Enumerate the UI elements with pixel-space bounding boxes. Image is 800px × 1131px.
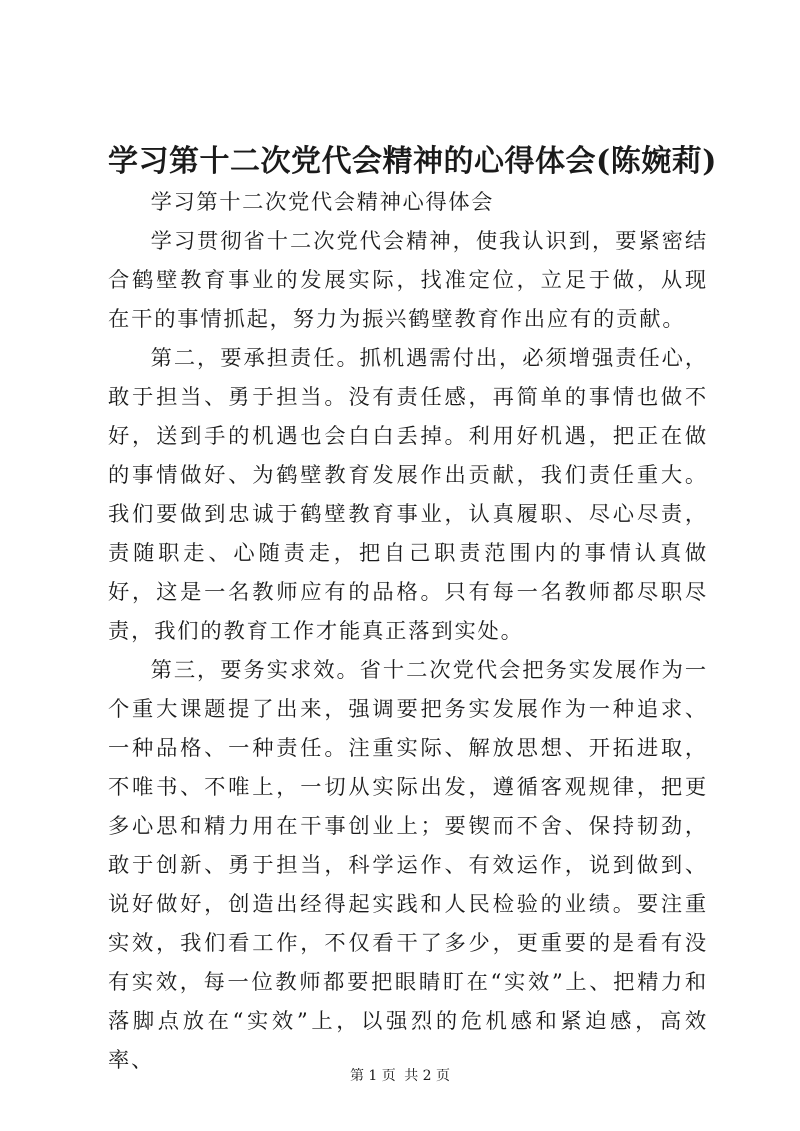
page-number: 第 1 页 (349, 1068, 396, 1084)
page-footer (0, 1066, 800, 1086)
document-subtitle: 学习第十二次党代会精神心得体会 (150, 190, 495, 215)
document-title: 学习第十二次党代会精神的心得体会(陈婉莉) (108, 144, 717, 179)
paragraph-second: 第二，要承担责任。抓机遇需付出，必须增强责任心，敢于担当、勇于担当。没有责任感，再简单的事情也做不好，送到手的机遇也会白白丢掉。利用好机遇，把正在做的事情做好、为鹤壁教育发展作出贡献，我们责任重大。我们要做到忠诚于鹤壁教育事业，认真履职、尽心尽责，责随职走、心随责走，把自己职责范围内的事情认真做好，这是一名教师应有的品格。只有每一名教师都尽职尽责，我们的教育工作才能真正落到实处。 (108, 346, 708, 644)
page-total: 共 2 页 (404, 1068, 451, 1084)
paragraph-third: 第三，要务实求效。省十二次党代会把务实发展作为一个重大课题提了出来，强调要把务实发展作为一种追求、一种品格、一种责任。注重实际、解放思想、开拓进取，不唯书、不唯上，一切从实际出发，遵循客观规律，把更多心思和精力用在干事创业上；要锲而不舍、保持韧劲，敢于创新、勇于担当，科学运作、有效运作，说到做到、说好做好，创造出经得起实践和人民检验的业绩。要注重实效，我们看工作，不仅看干了多少，更重要的是看有没有实效，每一位教师都要把眼睛盯在“实效”上、把精力和落脚点放在“实效”上，以强烈的危机感和紧迫感，高效率、 (108, 658, 708, 1073)
paragraph-intro: 学习贯彻省十二次党代会精神，使我认识到，要紧密结合鹤壁教育事业的发展实际，找准定位，立足于做，从现在干的事情抓起，努力为振兴鹤壁教育作出应有的贡献。 (108, 229, 708, 332)
document-body (108, 183, 708, 1080)
